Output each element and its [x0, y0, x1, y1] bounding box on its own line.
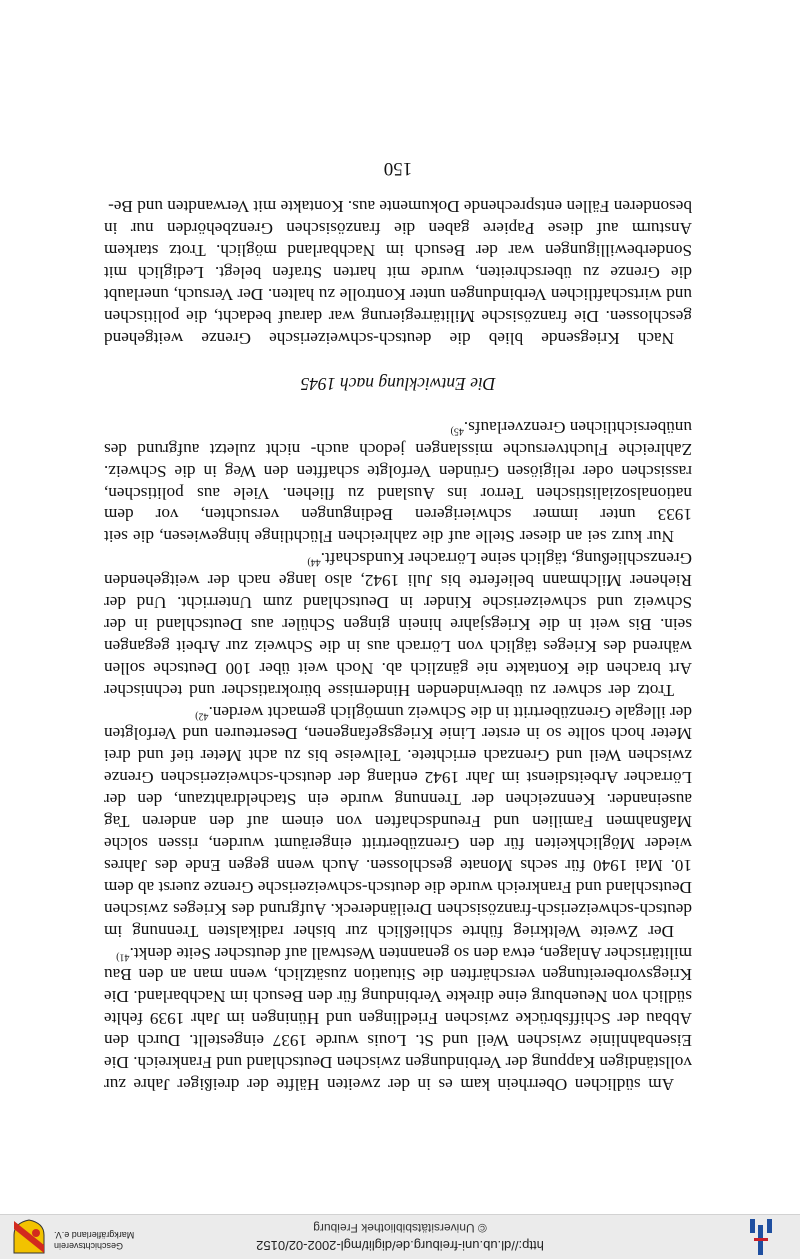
text-body — [104, 196, 692, 1095]
paragraph-2-text: Der Zweite Weltkrieg führte schließlich zur bisher radikalsten Trennung im deutsch-schweizerisch-französischen Dreiländereck. Aufgrund des Krieges zwischen Deutschland und Frankreich wurde die deutsch-schweizerische Grenze zuerst ab dem 10. Mai 1940 für sechs Monate geschlossen. Auch wenn gegen Ende des Jahres wieder Möglichkeiten für den Grenzübertritt eingeräumt wurden, rissen solche Maßnahmen Familien und Freundschaften von einem auf den anderen Tag auseinander. Kennzeichen der Trennung wurde ein Stacheldrahtzaun, den der Lörracher Arbeitsdienst im Jahr 1942 entlang der deutsch-schweizerischen Grenze zwischen Weil und Grenzach errichtete. Teilweise bis zu acht Meter tief und drei Meter hoch sollte so in erster Linie Kriegsgefangenen, Deserteuren und Verfolgten der illegale Grenzübertritt in die Schweiz unmöglich gemacht werden. — [104, 702, 692, 941]
society-name-line1: Geschichtsverein — [54, 1241, 124, 1251]
source-url[interactable]: http://dl.ub.uni-freiburg.de/diglit/mgl-2002-02/0152 — [256, 1238, 544, 1253]
paragraph-5-text: Nach Kriegsende blieb die deutsch-schweizerische Grenze weitgehend geschlossen. Die französische Militärregierung war darauf bedacht, die politischen und wirtschaftlichen Verbindungen unter Kontrolle zu halten. Der Versuch, unerlaubt die Grenze zu überschreiten, wurde mit harten Strafen belegt. Lediglich mit Sonderbewilligungen war der Besuch im Nachbarland möglich. Trotz starkem Ansturm auf diese Papiere gaben die französischen Grenzbehörden nur in besonderen Fällen entsprechende Dokumente aus. Kontakte mit Verwandten und Be- — [104, 197, 692, 348]
paragraph-4-text: Nur kurz sei an dieser Stelle auf die zahlreichen Flüchtlinge hingewiesen, die seit 1933 unter immer schwierigeren Bedingungen versuchten, vor dem nationalsozialistischen Terror ins Ausland zu fliehen. Viele aus politischen, rassischen oder religiösen Gründen Verfolgte schafften den Weg in die Schweiz. Zahlreiche Fluchtversuche misslangen jedoch auch- nicht zuletzt aufgrund des unübersichtlichen Grenzverlaufs. — [104, 417, 692, 547]
footnote-marker: 44) — [307, 556, 321, 568]
section-title: Die Entwicklung nach 1945 — [300, 373, 496, 394]
page-number: 150 — [383, 158, 413, 179]
paragraph-1 — [104, 942, 692, 1095]
copyright-notice: © Universitätsbibliothek Freiburg — [313, 1221, 487, 1235]
coat-of-arms-icon — [12, 1219, 46, 1255]
paragraph-4 — [104, 416, 692, 547]
paragraph-3-text: Trotz der schwer zu überwindenden Hindernisse bürokratischer und technischer Art brachen die Kontakte nie gänzlich ab. Noch weit über 100 Deutsche sollen während des Krieges täglich von Lörrach aus in die Schweiz zur Arbeit gegangen sein. Bis weit in die Kriegsjahre hinein gingen Schüler aus Deutschland in der Schweiz und schweizerische Kinder in Deutschland zum Unterricht. Und der Riehener Milchmann belieferte bis Juli 1942, also lange nach der weitgehenden Grenzschließung, täglich seine Lörracher Kundschaft. — [104, 549, 692, 700]
footnote-marker: 41) — [116, 951, 130, 963]
society-name — [54, 1229, 164, 1251]
paragraph-1-text: Am südlichen Oberrhein kam es in der zweiten Hälfte der dreißiger Jahre zur vollständigen Kappung der Verbindungen zwischen Deutschland und Frankreich. Die Eisenbahnlinie zwischen Weil und St. Louis wurde 1937 eingestellt. Durch den Abbau der Schiffsbrücke zwischen Friedlingen und Hüningen im Jahr 1939 fehlte südlich von Neuenburg eine direkte Verbindung für den Besuch im Nachbarland. Die Kriegsvorbereitungen verschärften die Situation zusätzlich, wenn man an den Bau militärischer Anlagen, etwa den so genannten Westwall auf deutscher Seite denkt. — [104, 943, 692, 1094]
page-header — [0, 1214, 800, 1259]
society-name-line2: Markgräflerland e.V. — [54, 1230, 135, 1240]
paragraph-2 — [104, 701, 692, 942]
footnote-marker: 45) — [450, 425, 464, 437]
paragraph-3 — [104, 547, 692, 700]
footnote-marker: 42) — [195, 710, 209, 722]
paragraph-5 — [104, 196, 692, 349]
society-logo — [10, 1217, 160, 1257]
